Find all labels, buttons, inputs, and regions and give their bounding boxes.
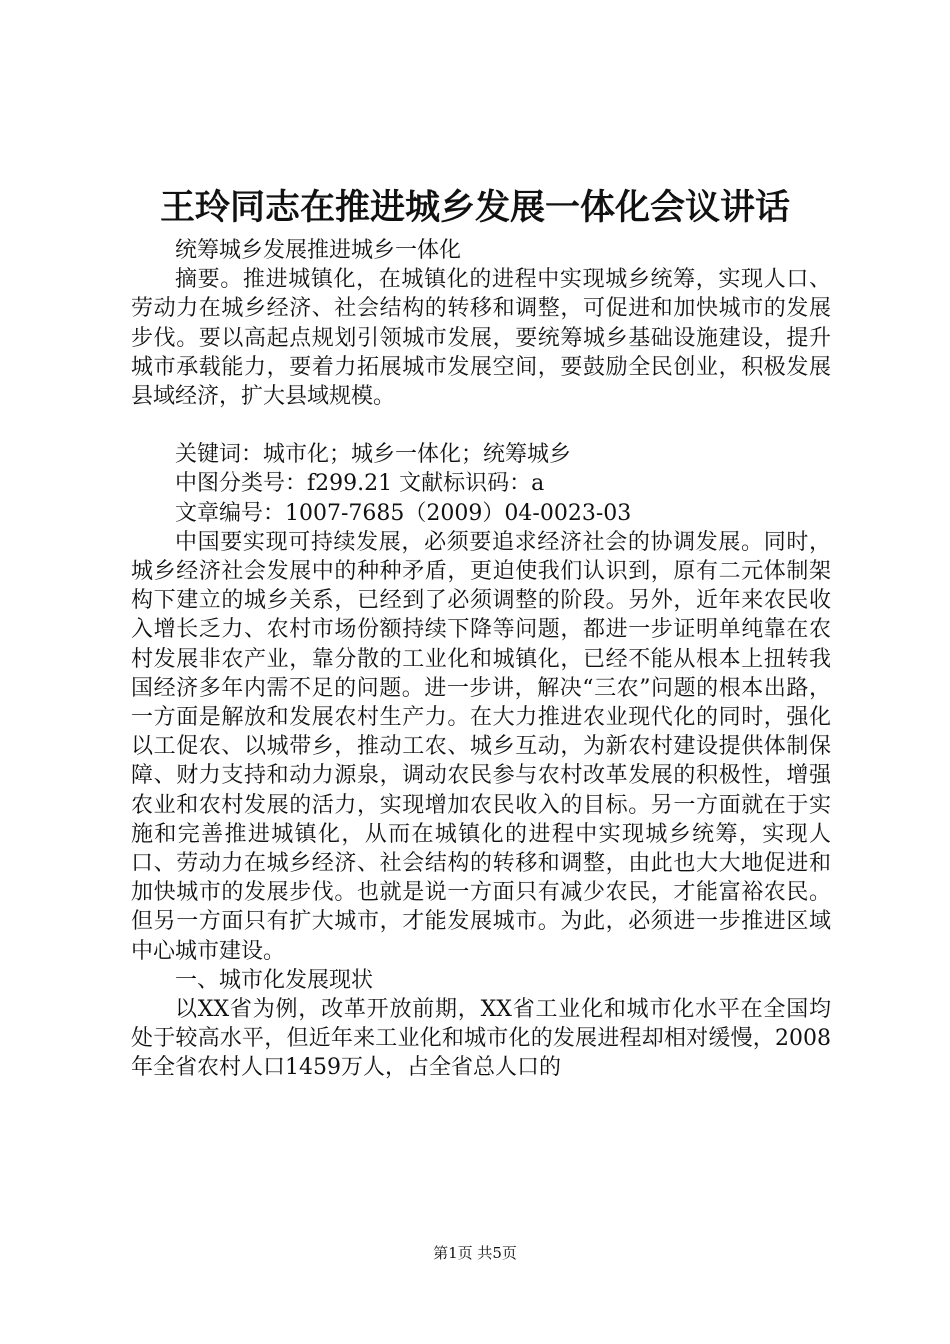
keywords-line: 关键词：城市化；城乡一体化；统筹城乡 [175, 442, 572, 468]
body-paragraph: 中国要实现可持续发展，必须要追求经济社会的协调发展。同时，城乡经济社会发展中的种种矛盾，更迫使我们认识到，原有二元体制架构下建立的城乡关系，已经到了必须调整的阶段。另外，近年来农民收入增长乏力、农村市场份额持续下降等问题，都进一步证明单纯靠在农村发展非农产业，靠分散的工业化和城镇化，已经不能从根本上扭转我国经济多年内需不足的问题。进一步讲，解决“三农”问题的根本出路，一方面是解放和发展农村生产力。在大力推进农业现代化的同时，强化以工促农、以城带乡，推动工农、城乡互动，为新农村建设提供体制保障、财力支持和动力源泉，调动农民参与农村改革发展的积极性，增强农业和农村发展的活力，实现增加农民收入的目标。另一方面就在于实施和完善推进城镇化，从而在城镇化的进程中实现城乡统筹，实现人口、劳动力在城乡经济、社会结构的转移和调整，由此也大大地促进和加快城市的发展步伐。也就是说一方面只有减少农民，才能富裕农民。但另一方面只有扩大城市，才能发展城市。为此，必须进一步推进区域中心城市建设。 [131, 529, 831, 964]
subtitle: 统筹城乡发展推进城乡一体化 [175, 238, 462, 263]
body-paragraph: 以XX省为例，改革开放前期，XX省工业化和城市化水平在全国均处于较高水平，但近年来工业化和城市化的发展进程却相对缓慢，2008年全省农村人口1459万人，占全省总人口的 [131, 997, 831, 1081]
section-heading: 一、城市化发展现状 [175, 967, 374, 993]
abstract-paragraph: 摘要。推进城镇化，在城镇化的进程中实现城乡统筹，实现人口、劳动力在城乡经济、社会结构的转移和调整，可促进和加快城市的发展步伐。要以高起点规划引领城市发展，要统筹城乡基础设施建设，提升城市承载能力，要着力拓展城市发展空间，要鼓励全民创业，积极发展县域经济，扩大县域规模。 [131, 267, 831, 410]
page-title: 王玲同志在推进城乡发展一体化会议讲话 [159, 188, 790, 228]
page-footer: 第1页 共5页 [433, 1244, 517, 1262]
article-number-line: 文章编号：1007-7685（2009）04-0023-03 [175, 500, 632, 526]
document-body [131, 236, 831, 1083]
classification-line: 中图分类号：f299.21 文献标识码：a [175, 471, 545, 497]
